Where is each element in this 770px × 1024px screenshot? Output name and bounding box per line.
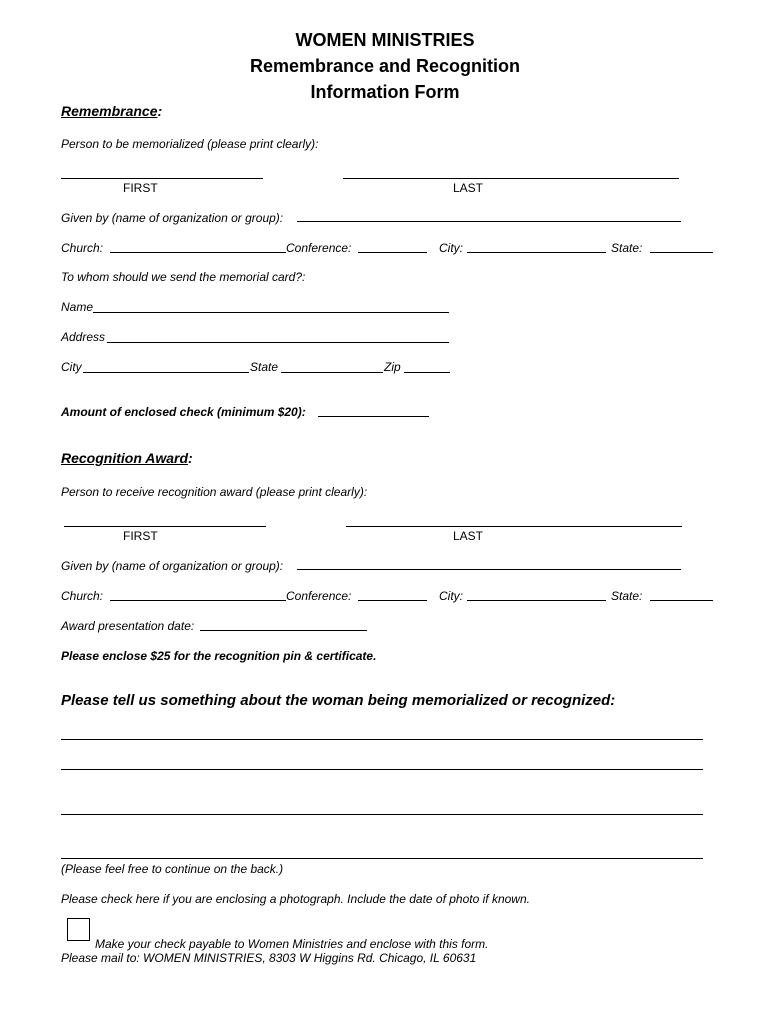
- continue-note: (Please feel free to continue on the back.): [61, 862, 284, 876]
- form-title-line3: Information Form: [310, 82, 460, 102]
- recipient-city-field[interactable]: [83, 372, 249, 373]
- recognition-church-field[interactable]: [110, 600, 286, 601]
- recognition-city-label: City:: [439, 589, 463, 603]
- story-prompt: Please tell us something about the woman being memorialized or recognized:: [61, 692, 616, 709]
- remembrance-last-caption: LAST: [453, 181, 484, 195]
- remembrance-church-label: Church:: [61, 241, 104, 255]
- story-line-3[interactable]: [61, 814, 703, 815]
- recipient-state-label: State: [250, 360, 279, 374]
- recipient-address-label: Address: [61, 330, 106, 344]
- remembrance-state-field[interactable]: [650, 252, 713, 253]
- photo-note: Please check here if you are enclosing a photograph. Include the date of photo if known.: [61, 892, 530, 906]
- recognition-city-field[interactable]: [467, 600, 606, 601]
- remembrance-state-label: State:: [611, 241, 643, 255]
- check-amount-field[interactable]: [318, 416, 429, 417]
- award-date-label: Award presentation date:: [61, 619, 195, 633]
- story-line-4[interactable]: [61, 858, 703, 859]
- remembrance-conference-field[interactable]: [358, 252, 427, 253]
- recognition-state-field[interactable]: [650, 600, 713, 601]
- recognition-conference-field[interactable]: [358, 600, 427, 601]
- recipient-zip-label: Zip: [384, 360, 401, 374]
- recipient-city-label: City: [61, 360, 82, 374]
- recipient-state-field[interactable]: [281, 372, 383, 373]
- recognition-church-label: Church:: [61, 589, 104, 603]
- recognition-first-caption: FIRST: [123, 529, 158, 543]
- remembrance-city-label: City:: [439, 241, 463, 255]
- award-date-field[interactable]: [200, 630, 367, 631]
- remembrance-person-prompt: Person to be memorialized (please print clearly):: [61, 137, 319, 151]
- recipient-zip-field[interactable]: [404, 372, 450, 373]
- remembrance-last-name-field[interactable]: [343, 178, 679, 179]
- remembrance-church-field[interactable]: [110, 252, 286, 253]
- recognition-enclose-note: Please enclose $25 for the recognition pin & certificate.: [61, 649, 377, 663]
- payable-note: Make your check payable to Women Ministries and enclose with this form.: [95, 937, 489, 951]
- remembrance-city-field[interactable]: [467, 252, 606, 253]
- recipient-name-field[interactable]: [93, 312, 449, 313]
- remembrance-first-caption: FIRST: [123, 181, 158, 195]
- recognition-person-prompt: Person to receive recognition award (please print clearly):: [61, 485, 368, 499]
- remembrance-heading: Remembrance:: [61, 103, 163, 119]
- form-title-line2: Remembrance and Recognition: [249, 56, 521, 76]
- recognition-first-name-field[interactable]: [64, 526, 266, 527]
- form-title-line1: WOMEN MINISTRIES: [295, 30, 475, 50]
- recipient-address-field[interactable]: [107, 342, 449, 343]
- recognition-last-caption: LAST: [453, 529, 484, 543]
- remembrance-given-by-label: Given by (name of organization or group):: [61, 211, 284, 225]
- check-amount-label: Amount of enclosed check (minimum $20):: [61, 405, 306, 419]
- recognition-heading: Recognition Award:: [61, 450, 193, 466]
- recognition-given-by-label: Given by (name of organization or group):: [61, 559, 284, 573]
- remembrance-conference-label: Conference:: [286, 241, 352, 255]
- story-line-1[interactable]: [61, 739, 703, 740]
- memorial-card-prompt: To whom should we send the memorial card?:: [61, 270, 306, 284]
- recognition-given-by-field[interactable]: [297, 569, 681, 570]
- story-line-2[interactable]: [61, 769, 703, 770]
- recognition-state-label: State:: [611, 589, 643, 603]
- recognition-conference-label: Conference:: [286, 589, 352, 603]
- remembrance-given-by-field[interactable]: [297, 221, 681, 222]
- mail-note: Please mail to: WOMEN MINISTRIES, 8303 W Higgins Rd. Chicago, IL 60631: [61, 951, 477, 965]
- remembrance-first-name-field[interactable]: [61, 178, 263, 179]
- recipient-name-label: Name: [61, 300, 94, 314]
- photo-enclosed-checkbox[interactable]: [67, 918, 90, 941]
- recognition-last-name-field[interactable]: [346, 526, 682, 527]
